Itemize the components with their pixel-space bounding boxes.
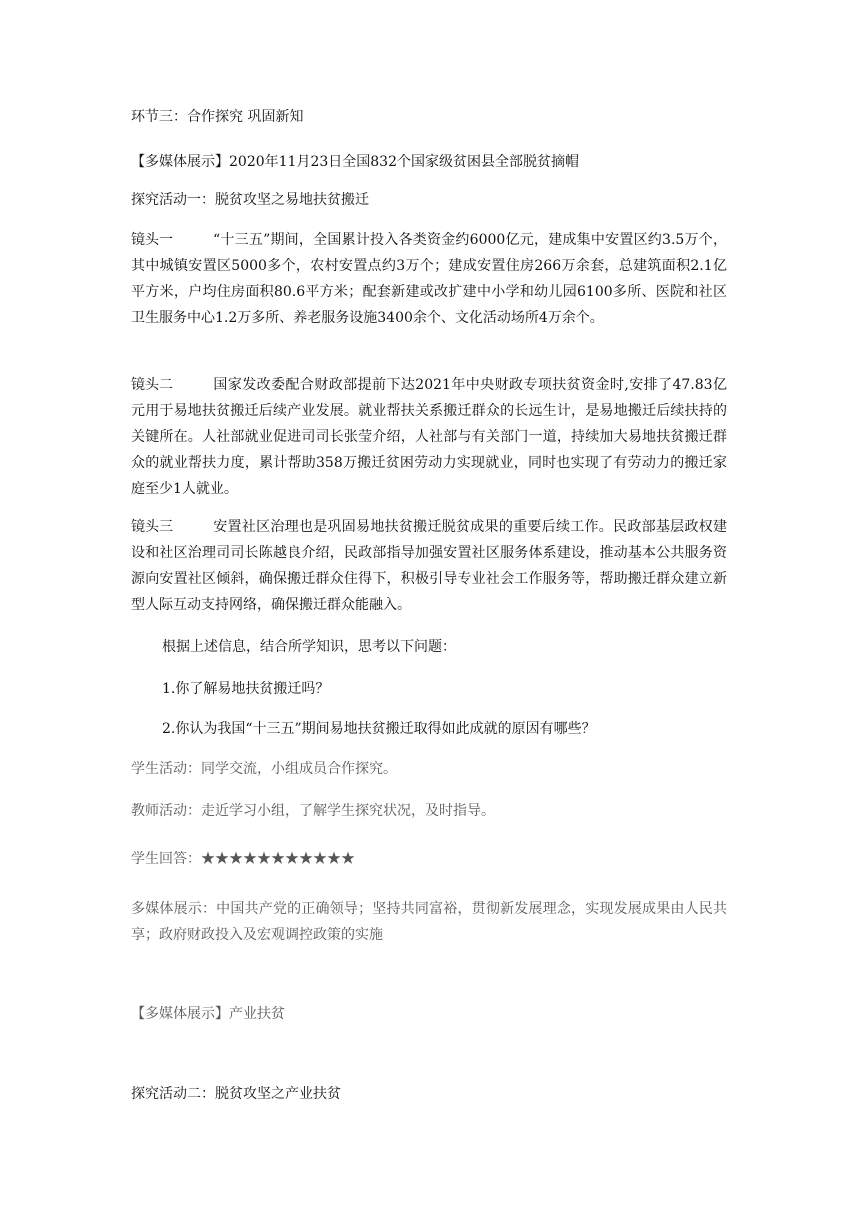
multimedia-display-2: 【多媒体展示】产业扶贫 <box>131 1006 285 1022</box>
teacher-activity: 教师活动：走近学习小组，了解学生探究状况，及时指导。 <box>131 803 495 819</box>
section-title: 环节三：合作探究 巩固新知 <box>131 109 304 125</box>
shot-3-label: 镜头三 <box>131 519 173 535</box>
shot-3-text: 安置社区治理也是巩固易地扶贫搬迁脱贫成果的重要后续工作。民政部基层政权建设和社区治理司司长陈越良介绍，民政部指导加强安置社区服务体系建设，推动基本公共服务资源向安置社区倾斜，确保搬迁群众住得下，积极引导专业社会工作服务等，帮助搬迁群众建立新型人际互动支持网络，确保搬迁群众能融入。 <box>131 519 727 613</box>
shot-2-paragraph <box>131 372 727 502</box>
question-2: 2.你认为我国“十三五”期间易地扶贫搬迁取得如此成就的原因有哪些？ <box>162 721 596 737</box>
question-prompt: 根据上述信息，结合所学知识，思考以下问题： <box>162 639 456 655</box>
student-activity: 学生活动：同学交流，小组成员合作探究。 <box>131 761 397 777</box>
shot-1-text: “十三五”期间，全国累计投入各类资金约6000亿元，建成集中安置区约3.5万个，其中城镇安置区5000多个，农村安置点约3万个；建成安置住房266万余套，总建筑面积2.1亿平方米，户均住房面积80.6平方米；配套新建或改扩建中小学和幼儿园6100多所、医院和社区卫生服务中心1.2万多所、养老服务设施3400余个、文化活动场所4万余个。 <box>131 232 727 326</box>
student-answer: 学生回答：★★★★★★★★★★★ <box>131 851 355 867</box>
shot-1-label: 镜头一 <box>131 232 173 248</box>
activity-2-title: 探究活动二：脱贫攻坚之产业扶贫 <box>131 1086 341 1102</box>
question-1: 1.你了解易地扶贫搬迁吗？ <box>162 681 330 697</box>
multimedia-answer: 多媒体展示：中国共产党的正确领导；坚持共同富裕，贯彻新发展理念，实现发展成果由人民共享；政府财政投入及宏观调控政策的实施 <box>131 901 727 943</box>
shot-1-paragraph <box>131 227 727 331</box>
shot-2-label: 镜头二 <box>131 377 173 393</box>
shot-2-text: 国家发改委配合财政部提前下达2021年中央财政专项扶贫资金时,安排了47.83亿元用于易地扶贫搬迁后续产业发展。就业帮扶关系搬迁群众的长远生计，是易地搬迁后续扶持的关键所在。人社部就业促进司司长张莹介绍，人社部与有关部门一道，持续加大易地扶贫搬迁群众的就业帮扶力度，累计帮助358万搬迁贫困劳动力实现就业，同时也实现了有劳动力的搬迁家庭至少1人就业。 <box>131 377 727 497</box>
shot-3-paragraph <box>131 514 727 618</box>
activity-1-title: 探究活动一：脱贫攻坚之易地扶贫搬迁 <box>131 192 369 208</box>
multimedia-display-1: 【多媒体展示】2020年11月23日全国832个国家级贫困县全部脱贫摘帽 <box>131 154 579 170</box>
